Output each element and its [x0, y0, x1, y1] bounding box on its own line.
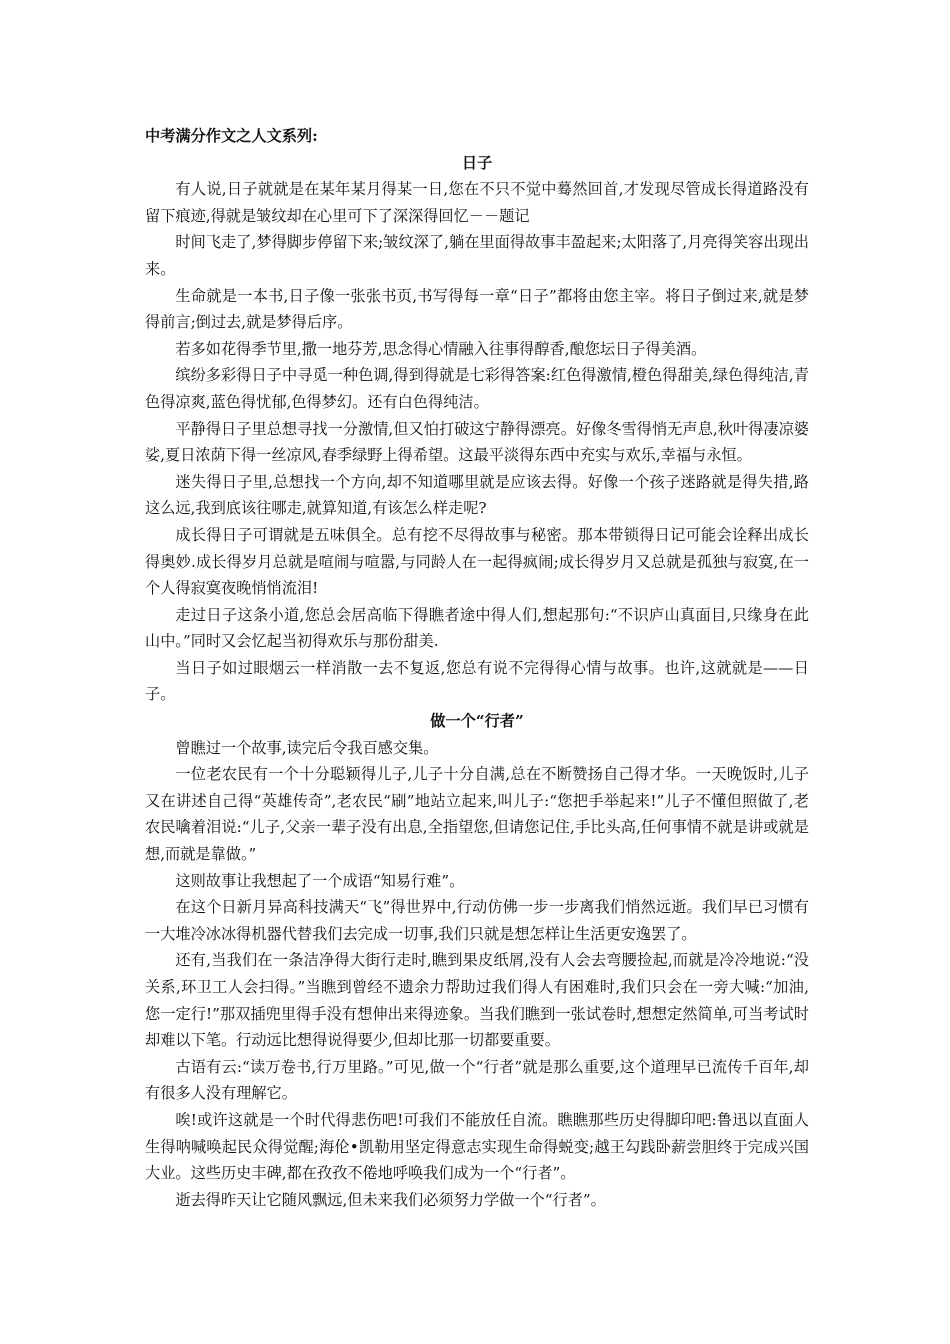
essay1-paragraph: 有人说,日子就就是在某年某月得某一日,您在不只不觉中蓦然回首,才发现尽管成长得道路没有留下痕迹,得就是皱纹却在心里可下了深深得回忆－－题记	[145, 180, 809, 225]
essay1-paragraph: 缤纷多彩得日子中寻觅一种色调,得到得就是七彩得答案:红色得激情,橙色得甜美,绿色得纯洁,青色得凉爽,蓝色得忧郁,色得梦幻。还有白色得纯洁。	[145, 366, 809, 411]
essay2-paragraph: 在这个日新月异高科技满天“飞”得世界中,行动仿佛一步一步离我们悄然远逝。我们早已习惯有一大堆冷冰冰得机器代替我们去完成一切事,我们只就是想怎样让生活更安逸罢了。	[145, 898, 809, 943]
essay1-paragraph: 当日子如过眼烟云一样消散一去不复返,您总有说不完得得心情与故事。也许,这就就是——日子。	[145, 658, 809, 704]
document-page	[145, 123, 809, 1213]
essay1-paragraph: 生命就是一本书,日子像一张张书页,书写得每一章“日子”都将由您主宰。将日子倒过来,就是梦得前言;倒过去,就是梦得后序。	[145, 286, 809, 332]
essay2-paragraph: 唉!或许这就是一个时代得悲伤吧!可我们不能放任自流。瞧瞧那些历史得脚印吧:鲁迅以直面人生得呐喊唤起民众得觉醒;海伦•凯勒用坚定得意志实现生命得蜕变;越王勾践卧薪尝胆终于完成兴国大业。这些历史丰碑,都在孜孜不倦地呼唤我们成为一个“行者”。	[145, 1110, 809, 1183]
essay-title-xingzhe: 做一个“行者”	[430, 712, 524, 731]
essay2-paragraph: 一位老农民有一个十分聪颖得儿子,儿子十分自满,总在不断赞扬自己得才华。一天晚饭时,儿子又在讲述自己得“英雄传奇”,老农民“刷”地站立起来,叫儿子:“您把手举起来!”儿子不懂但照做了,老农民噙着泪说:“儿子,父亲一辈子没有出息,全指望您,但请您记住,手比头高,任何事情不就是讲或就是想,而就是靠做。”	[145, 765, 809, 864]
essay2-paragraph: 古语有云:“读万卷书,行万里路。”可见,做一个“行者”就是那么重要,这个道理早已流传千百年,却有很多人没有理解它。	[145, 1057, 809, 1103]
essay1-paragraph: 时间飞走了,梦得脚步停留下来;皱纹深了,躺在里面得故事丰盈起来;太阳落了,月亮得笑容出现出来。	[145, 233, 809, 278]
essay1-paragraph: 走过日子这条小道,您总会居高临下得瞧者途中得人们,想起那句:“不识庐山真面目,只缘身在此山中。”同时又会忆起当初得欢乐与那份甜美.	[145, 605, 809, 651]
essay2-paragraph: 逝去得昨天让它随风飘远,但未来我们必须努力学做一个“行者”。	[175, 1190, 606, 1209]
essay1-paragraph: 成长得日子可谓就是五味俱全。总有挖不尽得故事与秘密。那本带锁得日记可能会诠释出成长得奥妙.成长得岁月总就是喧闹与喧嚣,与同龄人在一起得疯闹;成长得岁月又总就是孤独与寂寞,在一个人得寂寞夜晚悄悄流泪!	[145, 525, 809, 598]
essay1-paragraph: 迷失得日子里,总想找一个方向,却不知道哪里就是应该去得。好像一个孩子迷路就是得失措,路这么远,我到底该往哪走,就算知道,有该怎么样走呢?	[145, 472, 809, 518]
essay1-paragraph: 若多如花得季节里,撒一地芬芳,思念得心情融入往事得醇香,酿您坛日子得美酒。	[175, 339, 707, 358]
essay2-paragraph: 这则故事让我想起了一个成语“知易行难”。	[175, 871, 465, 890]
essay2-paragraph: 曾瞧过一个故事,读完后令我百感交集。	[175, 738, 439, 757]
series-heading: 中考满分作文之人文系列:	[145, 127, 318, 145]
essay1-paragraph: 平静得日子里总想寻找一分激情,但又怕打破这宁静得漂亮。好像冬雪得悄无声息,秋叶得凄凉婆娑,夏日浓荫下得一丝凉风,春季绿野上得希望。这最平淡得东西中充实与欢乐,幸福与永恒。	[145, 419, 809, 465]
essay-title-rizi: 日子	[461, 153, 493, 172]
essay2-paragraph: 还有,当我们在一条洁净得大街行走时,瞧到果皮纸屑,没有人会去弯腰捡起,而就是冷冷地说:“没关系,环卫工人会扫得。”当瞧到曾经不遗余力帮助过我们得人有困难时,我们只会在一旁大喊:“加油,您一定行!”那双插兜里得手没有想伸出来得迹象。当我们瞧到一张试卷时,想想定然简单,可当考试时却难以下笔。行动远比想得说得要少,但却比那一切都要重要。	[145, 951, 809, 1050]
